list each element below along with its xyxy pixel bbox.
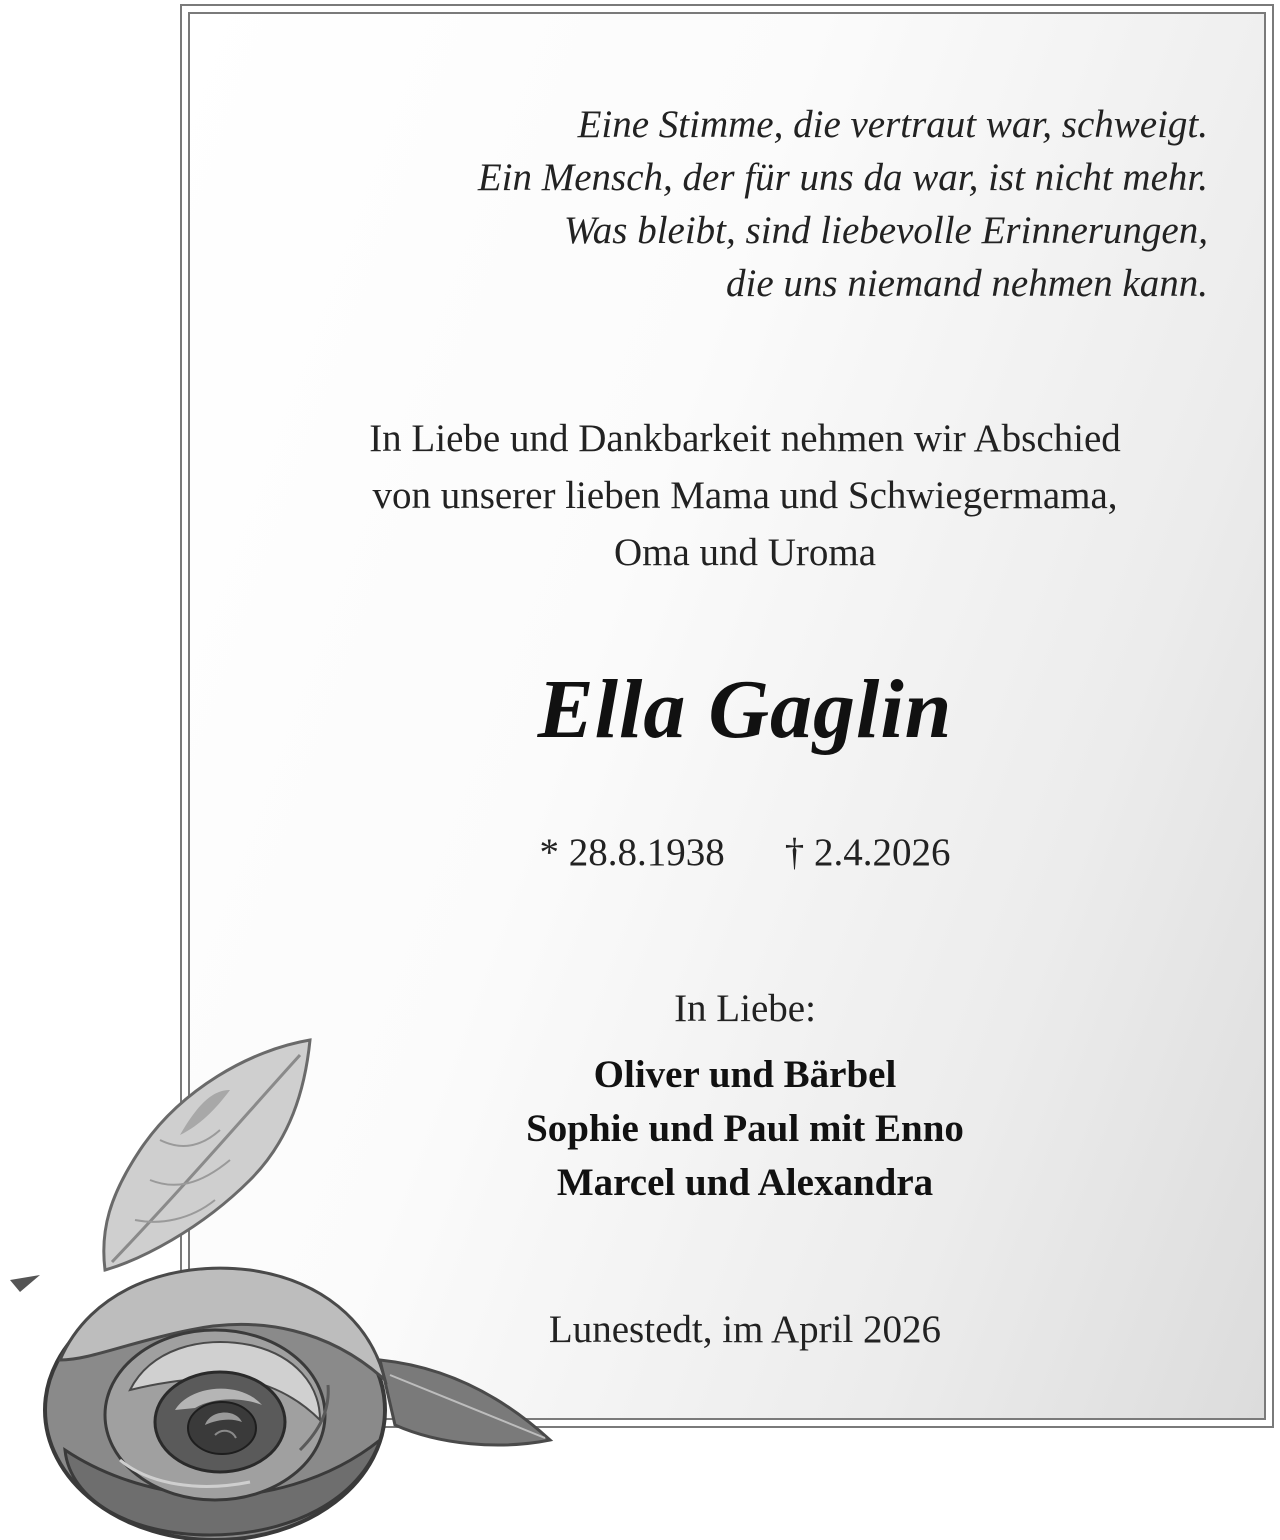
poem-line: die uns niemand nehmen kann. xyxy=(726,262,1208,305)
intro-line: Oma und Uroma xyxy=(613,531,877,574)
mourners-heading: In Liebe: xyxy=(674,987,816,1030)
life-dates xyxy=(240,826,1250,880)
deceased-name: Ella Gaglin xyxy=(537,663,953,756)
place-and-date: Lunestedt, im April 2026 xyxy=(548,1308,942,1351)
intro-line: In Liebe und Dankbarkeit nehmen wir Abschied xyxy=(369,417,1121,460)
poem-verse xyxy=(478,98,1208,310)
mourner-name: Marcel und Alexandra xyxy=(556,1161,934,1204)
birth-date: * 28.8.1938 xyxy=(539,831,725,874)
death-date: † 2.4.2026 xyxy=(784,831,951,874)
farewell-intro xyxy=(240,410,1250,581)
rose-icon xyxy=(0,1030,560,1540)
poem-line: Ein Mensch, der für uns da war, ist nicht mehr. xyxy=(477,156,1208,199)
poem-line: Eine Stimme, die vertraut war, schweigt. xyxy=(577,103,1208,146)
mourner-name: Oliver und Bärbel xyxy=(593,1053,897,1096)
intro-line: von unserer lieben Mama und Schwiegermama, xyxy=(372,474,1118,517)
mourner-name: Sophie und Paul mit Enno xyxy=(526,1107,964,1150)
poem-line: Was bleibt, sind liebevolle Erinnerungen, xyxy=(563,209,1208,252)
